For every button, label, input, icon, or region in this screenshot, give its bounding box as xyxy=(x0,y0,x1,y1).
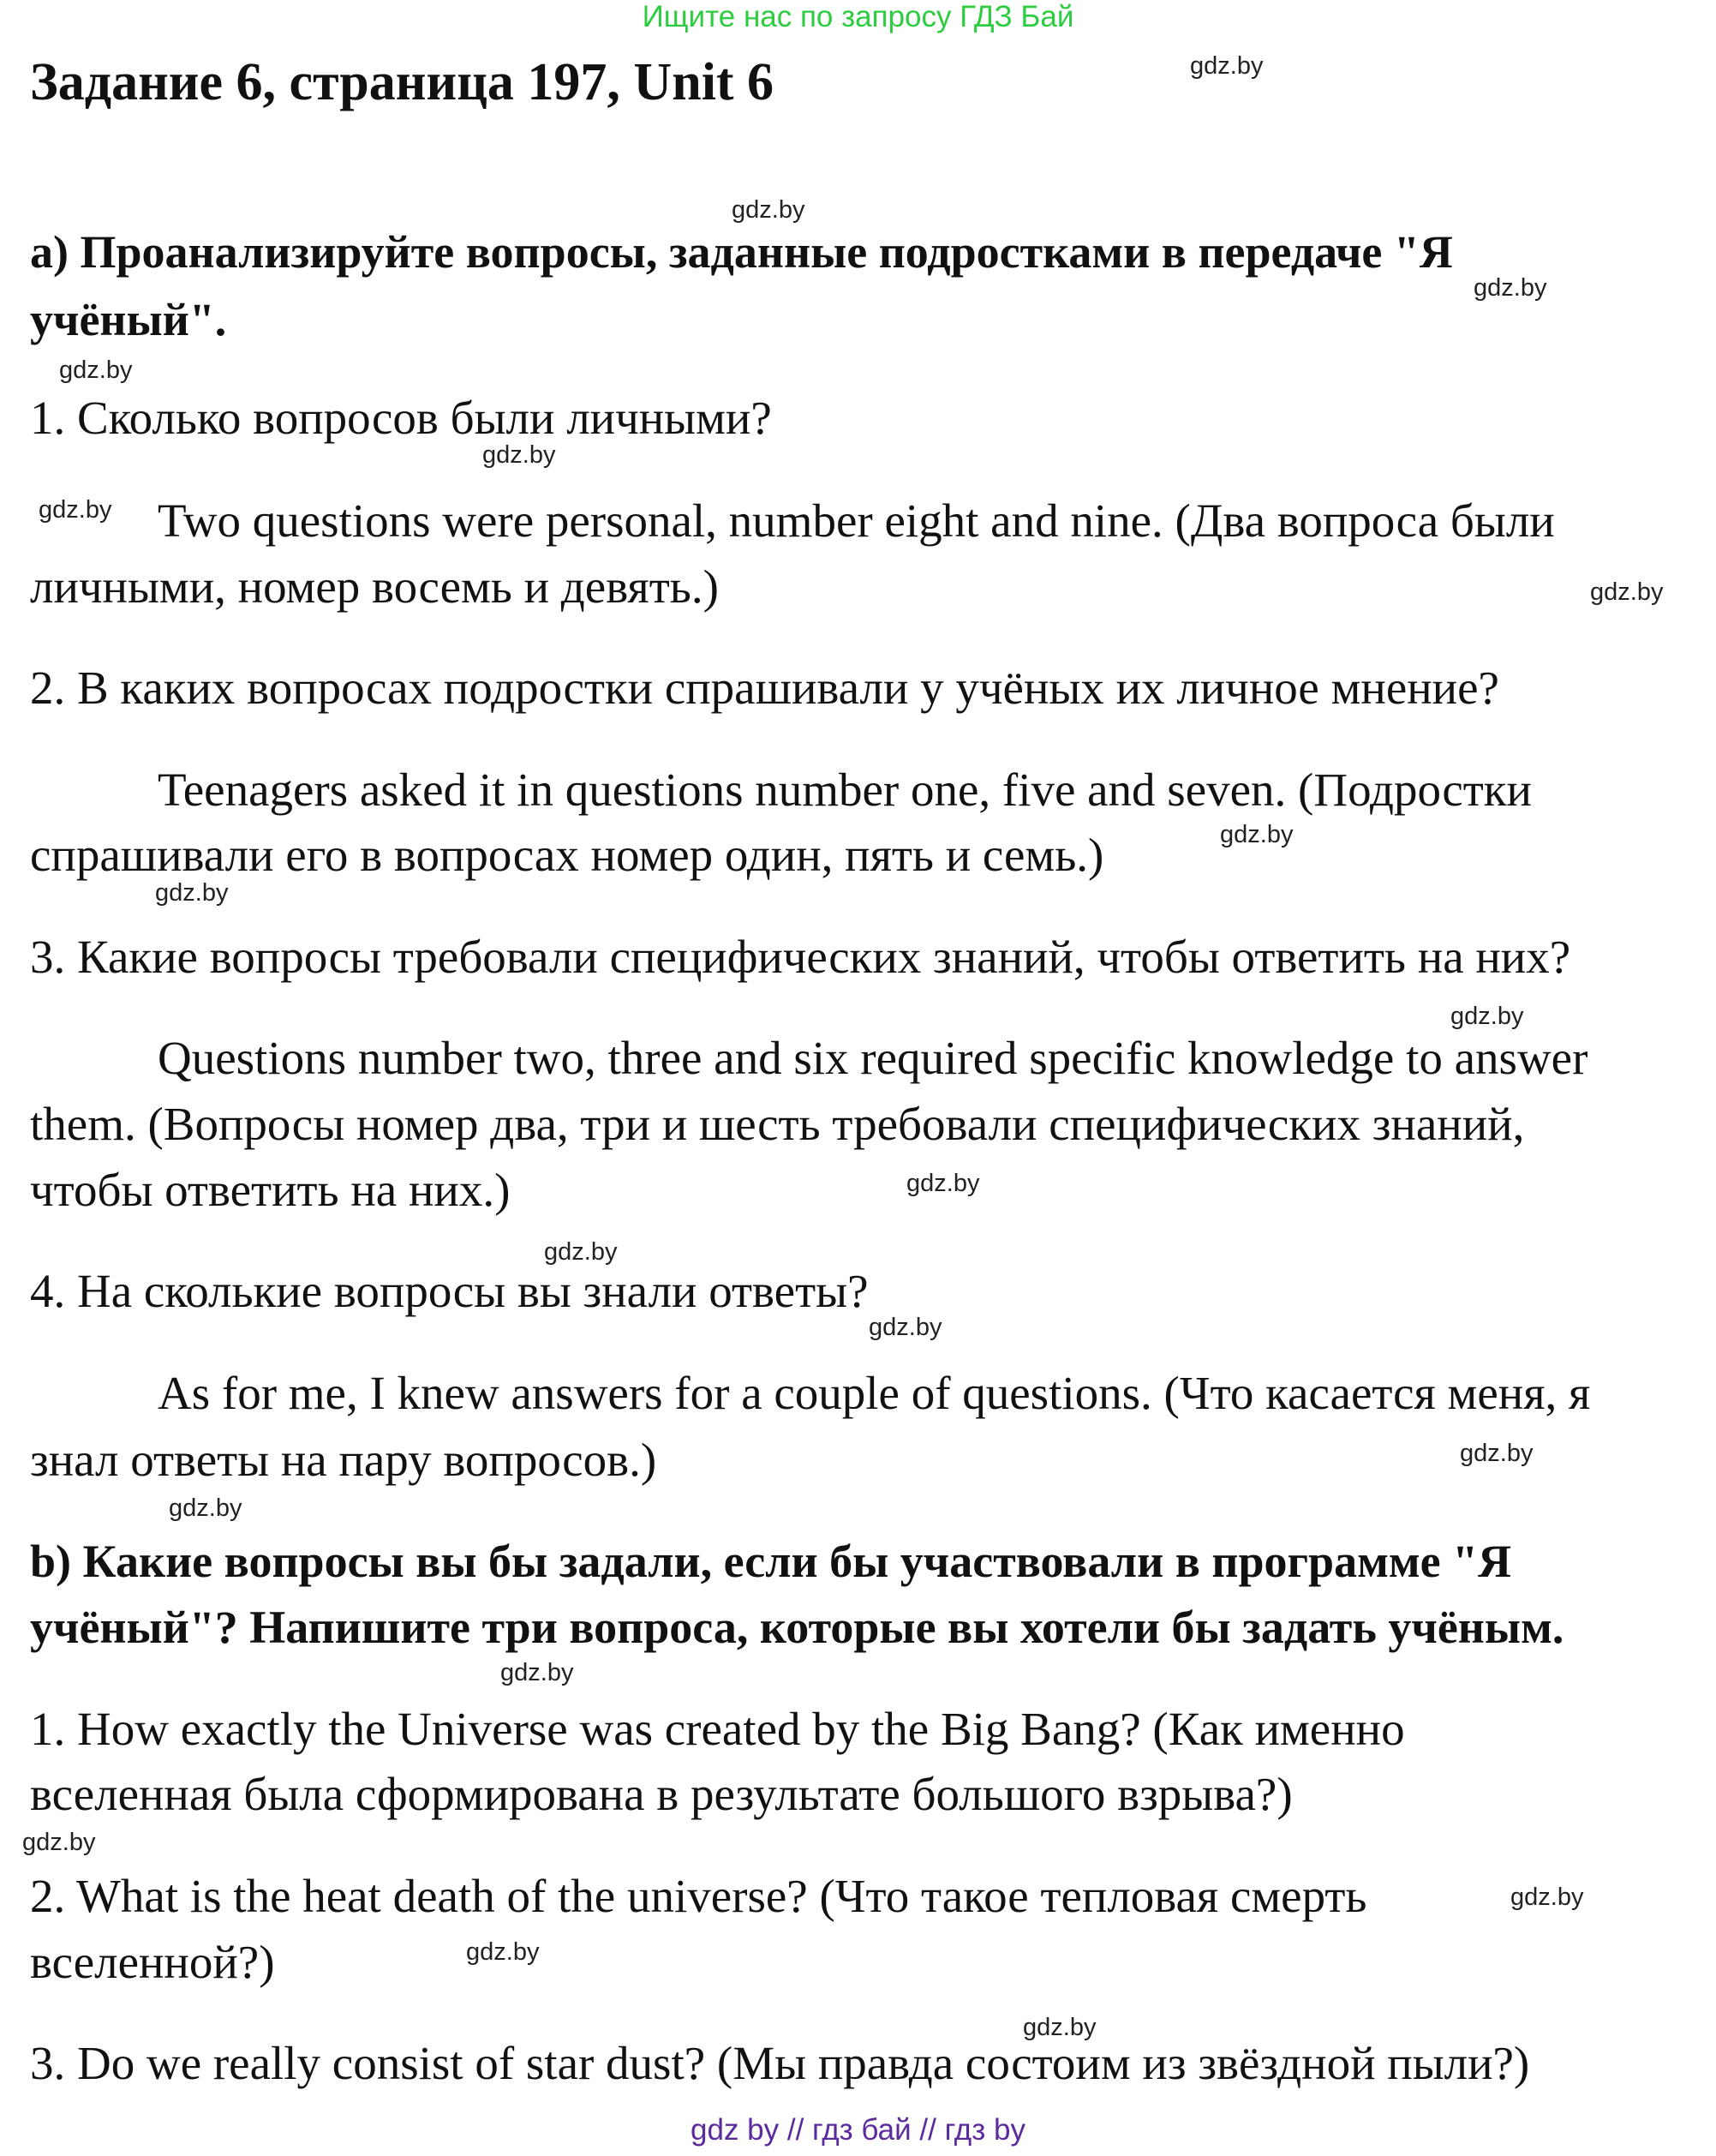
watermark: gdz.by xyxy=(544,1238,618,1266)
b-answer-1-cont: вселенная была сформирована в результате большого взрыва?) xyxy=(30,1768,1293,1820)
watermark: gdz.by xyxy=(155,879,229,907)
question-2: 2. В каких вопросах подростки спрашивали у учёных их личное мнение? xyxy=(30,662,1499,714)
page-title: Задание 6, страница 197, Unit 6 xyxy=(30,53,774,111)
watermark: gdz.by xyxy=(732,196,805,224)
watermark: gdz.by xyxy=(169,1494,242,1522)
answer-2: Teenagers asked it in questions number one, five and seven. (Подростки xyxy=(158,764,1532,816)
question-4: 4. На сколькие вопросы вы знали ответы? xyxy=(30,1265,869,1317)
answer-3-cont2: чтобы ответить на них.) xyxy=(30,1164,511,1216)
watermark: gdz.by xyxy=(1510,1884,1584,1911)
answer-4: As for me, I knew answers for a couple of questions. (Что касается меня, я xyxy=(158,1367,1591,1419)
watermark: gdz.by xyxy=(1450,1003,1524,1030)
watermark: gdz.by xyxy=(1220,821,1294,848)
watermark: gdz.by xyxy=(500,1659,574,1686)
answer-4-cont: знал ответы на пару вопросов.) xyxy=(30,1434,657,1486)
answer-1: Two questions were personal, number eight and nine. (Два вопроса были xyxy=(158,494,1555,547)
answer-3: Questions number two, three and six required specific knowledge to answer xyxy=(158,1032,1588,1084)
watermark: gdz.by xyxy=(1474,274,1547,302)
answer-2-cont: спрашивали его в вопросах номер один, пять и семь.) xyxy=(30,829,1104,881)
watermark: gdz.by xyxy=(869,1314,942,1341)
watermark: gdz.by xyxy=(466,1938,540,1966)
watermark: gdz.by xyxy=(1023,2014,1097,2041)
part-b-heading: b) Какие вопросы вы бы задали, если бы участвовали в программе "Я xyxy=(30,1536,1512,1587)
part-a-heading-cont: учёный". xyxy=(30,294,227,345)
b-answer-1: 1. How exactly the Universe was created by the Big Bang? (Как именно xyxy=(30,1703,1405,1755)
watermark: gdz.by xyxy=(1190,52,1264,80)
watermark: gdz.by xyxy=(906,1170,980,1197)
watermark: gdz.by xyxy=(39,496,112,524)
question-1: 1. Сколько вопросов были личными? xyxy=(30,392,772,444)
search-banner: Ищите нас по запросу ГДЗ Бай xyxy=(642,0,1074,33)
footer-links: gdz by // гдз бай // гдз by xyxy=(691,2113,1025,2147)
answer-3-cont: them. (Вопросы номер два, три и шесть требовали специфических знаний, xyxy=(30,1098,1525,1150)
b-answer-2: 2. What is the heat death of the universe? (Что такое тепловая смерть xyxy=(30,1870,1367,1922)
watermark: gdz.by xyxy=(1460,1440,1534,1467)
b-answer-3: 3. Do we really consist of star dust? (Мы правда состоим из звёздной пыли?) xyxy=(30,2037,1530,2089)
part-a-heading: а) Проанализируйте вопросы, заданные подростками в передаче "Я xyxy=(30,226,1453,278)
watermark: gdz.by xyxy=(22,1829,96,1856)
b-answer-2-cont: вселенной?) xyxy=(30,1936,275,1988)
watermark: gdz.by xyxy=(59,356,133,384)
answer-1-cont: личными, номер восемь и девять.) xyxy=(30,560,719,613)
watermark: gdz.by xyxy=(482,441,556,469)
part-b-heading-cont: учёный"? Напишите три вопроса, которые вы хотели бы задать учёным. xyxy=(30,1602,1564,1653)
question-3: 3. Какие вопросы требовали специфических знаний, чтобы ответить на них? xyxy=(30,931,1571,983)
watermark: gdz.by xyxy=(1590,578,1664,606)
